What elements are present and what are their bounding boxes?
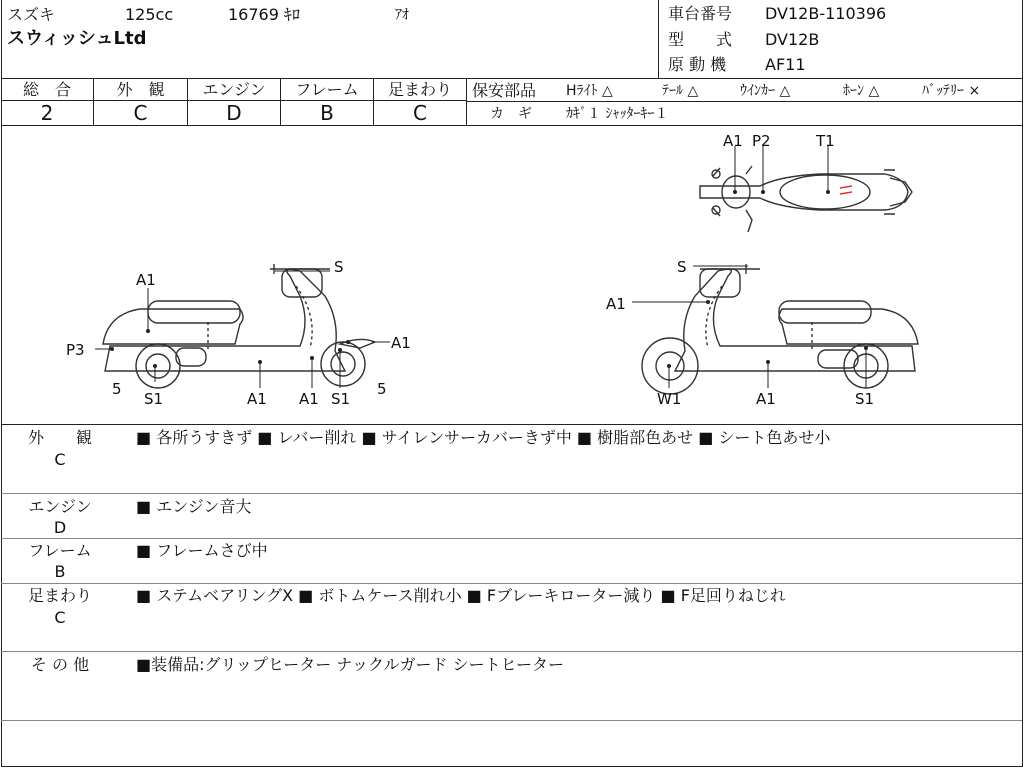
right-label-s1: S1 <box>855 390 875 408</box>
note-rule <box>1 538 1022 539</box>
safety-item-headlight: Hﾗｲﾄ △ <box>566 83 613 99</box>
header-bottom-rule <box>1 78 1022 79</box>
frame-no-label: 車台番号 <box>668 4 733 23</box>
displacement: 125cc <box>125 5 174 24</box>
note-category-other: そ の 他 <box>30 655 90 674</box>
engine-value: AF11 <box>765 55 806 74</box>
safety-label: 保安部品 <box>472 81 537 100</box>
engine-label: 原 動 機 <box>668 55 727 74</box>
type-label: 型 式 <box>668 30 733 49</box>
note-rule <box>1 583 1022 584</box>
grade-frame-label: フレーム <box>295 80 359 99</box>
grade-suspension: C <box>413 101 427 125</box>
model-name: スウィッシュLtd <box>7 28 147 49</box>
top-label-t1: T1 <box>816 132 835 150</box>
note-category-exterior: 外 観 <box>27 428 92 447</box>
note-text-suspension: ■ ステムベアリングX ■ ボトムケース削れ小 ■ Fブレーキローター減り ■ F足回りねじれ <box>136 586 786 605</box>
note-category-frame: フレーム <box>28 541 92 560</box>
note-grade-suspension: C <box>54 608 66 627</box>
left-label-a1-front: A1 <box>391 334 411 352</box>
diagram-bottom-rule <box>1 424 1022 425</box>
left-label-p3: P3 <box>66 341 85 359</box>
make: スズキ <box>7 5 56 24</box>
note-rule <box>1 493 1022 494</box>
note-grade-frame: B <box>54 562 66 581</box>
top-label-a1: A1 <box>723 132 743 150</box>
note-text-exterior: ■ 各所うすきず ■ レバー削れ ■ サイレンサーカバーきず中 ■ 樹脂部色あせ ■ シート色あせ小 <box>136 428 831 447</box>
grade-exterior: C <box>133 101 148 125</box>
left-label-a1-fork: A1 <box>299 390 319 408</box>
left-label-a1-seat: A1 <box>136 271 156 289</box>
left-label-5-rear: 5 <box>112 380 122 398</box>
left-label-s1-rear: S1 <box>144 390 164 408</box>
frame-no: DV12B-110396 <box>765 4 887 23</box>
top-label-p2: P2 <box>752 132 771 150</box>
header-divider <box>658 0 659 79</box>
grade-exterior-label: 外 観 <box>116 80 165 99</box>
right-side-scooter <box>642 264 918 394</box>
note-text-engine: ■ エンジン音大 <box>136 497 252 516</box>
safety-item-winker: ｳｲﾝｶｰ △ <box>740 83 791 99</box>
safety-mid-rule <box>466 101 1022 102</box>
note-rule <box>1 720 1022 721</box>
left-label-s1-front: S1 <box>331 390 351 408</box>
note-text-frame: ■ フレームさび中 <box>136 541 268 560</box>
right-label-a1-leg: A1 <box>606 295 626 313</box>
note-category-suspension: 足まわり <box>27 586 92 605</box>
key-label: カ ギ <box>490 106 532 122</box>
key-value: ｶｷﾞ１ ｼｬｯﾀｰｷｰ１ <box>566 106 669 122</box>
grade-engine: D <box>226 101 242 125</box>
grade-engine-label: エンジン <box>202 80 266 99</box>
left-label-s: S <box>334 258 344 276</box>
right-label-a1-floor: A1 <box>756 390 776 408</box>
right-label-s: S <box>677 258 687 276</box>
left-label-5-front: 5 <box>377 380 387 398</box>
type-value: DV12B <box>765 30 820 49</box>
grade-total-label: 総 合 <box>22 80 71 99</box>
note-rule <box>1 651 1022 652</box>
grade-frame: B <box>320 101 334 125</box>
right-label-w1: W1 <box>657 390 682 408</box>
safety-item-battery: ﾊﾞｯﾃﾘｰ × <box>922 83 981 99</box>
mileage: 16769 ｷﾛ <box>228 5 300 24</box>
note-category-engine: エンジン <box>28 497 92 516</box>
grade-suspension-label: 足まわり <box>387 80 452 99</box>
top-view-scooter <box>700 166 912 232</box>
note-grade-engine: D <box>53 518 67 537</box>
safety-item-taillight: ﾃｰﾙ △ <box>662 83 699 99</box>
note-grade-exterior: C <box>54 450 66 469</box>
grade-total: 2 <box>40 101 54 125</box>
color: ｱｵ <box>395 7 409 23</box>
left-label-a1-floor: A1 <box>247 390 267 408</box>
safety-item-horn: ﾎｰﾝ △ <box>843 83 880 99</box>
note-text-other: ■装備品:グリップヒーター ナックルガード シートヒーター <box>136 655 564 674</box>
